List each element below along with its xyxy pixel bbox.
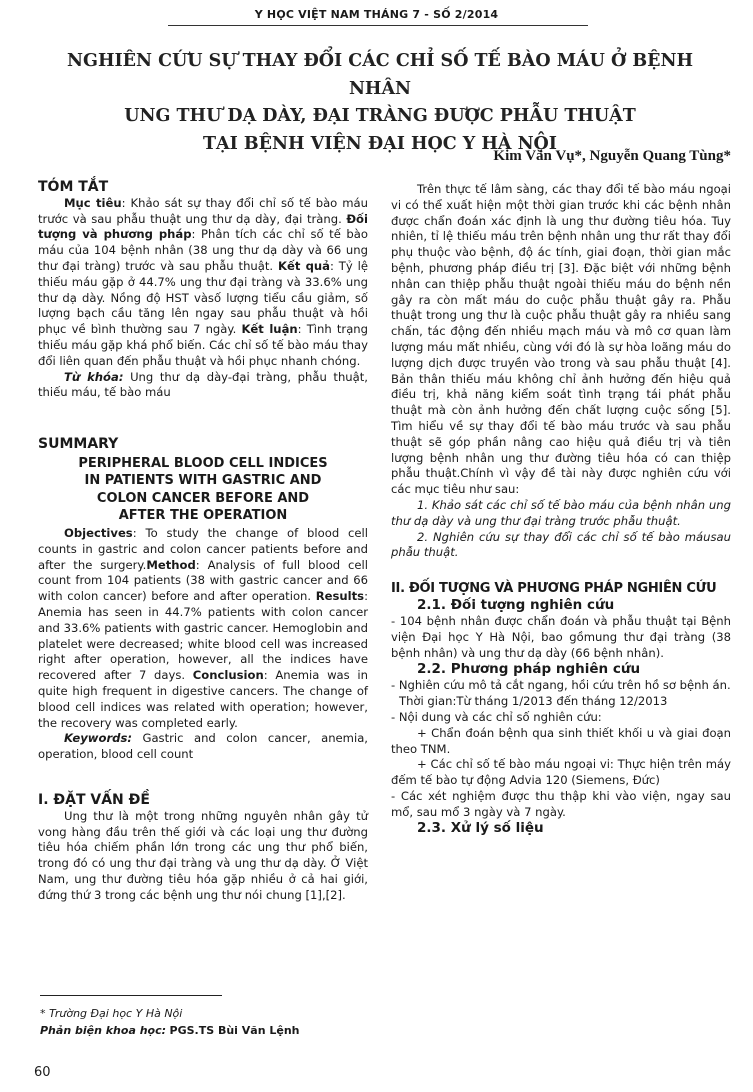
method-text: - 104 bệnh nhân được chẩn đoán và phẫu thuật tại Bệnh viện Đại học Y Hà Nội, bao gồmung thư đại tràng (38 bệnh nhân) và ung thư dạ dày (66 bệnh nhân).	[391, 613, 731, 660]
text: : Analysis of full blood cell count from 104 patients (38 with gastric cancer and 66 with colon cancer) before and after operation.	[38, 557, 368, 604]
text: : Tỷ lệ thiếu máu gặp ở 44.7% ung thư đại tràng và 33.6% ung thư dạ dày. Nồng độ HST vàsố lượng tiểu cầu giảm, số lượng bạch cầu tăng lên ngay sau phẫu thuật và hồi phục về bình thường sau 7 ngày.	[38, 258, 368, 337]
header-rule	[168, 25, 588, 26]
label: Mục tiêu	[64, 195, 122, 210]
authors: Kim Văn Vụ*, Nguyễn Quang Tùng*	[493, 148, 731, 164]
method-text: + Chẩn đoán bệnh qua sinh thiết khối u và giai đoạn theo TNM.	[391, 725, 731, 756]
label: Keywords:	[64, 731, 132, 746]
method-text: - Nội dung và các chỉ số nghiên cứu:	[391, 709, 602, 724]
english-title	[38, 455, 368, 525]
affiliation: * Trường Đại học Y Hà Nội	[40, 1007, 183, 1020]
summary-heading: SUMMARY	[38, 436, 119, 453]
label: Từ khóa:	[64, 369, 124, 384]
goal-2: 2. Nghiên cứu sự thay đổi các chỉ số tế bào máusau phẫu thuật.	[391, 529, 731, 560]
text: : To study the change of blood cell counts in gastric and colon cancer patients before and after the surgery.	[38, 525, 368, 572]
text: : Khảo sát sự thay đổi chỉ số tế bào máu trước và sau phẫu thuật ung thư dạ dày, đại tràng.	[38, 195, 368, 226]
intro-paragraph: Ung thư là một trong những nguyên nhân gây tử vong hàng đầu trên thế giới và các loại ung thư đường tiêu hóa chiếm phần lớn trong các ung thư phổ biến, trong đó có ung thư đại tràng và ung thư dạ dày. Ở Việt Nam, ung thư đường tiêu hóa gặp nhiều ở cả hai giới, đứng thứ 3 trong các bệnh ung thư nói chung [1],[2].	[38, 808, 368, 902]
method-text: Thời gian:Từ tháng 1/2013 đến tháng 12/2013	[399, 694, 668, 709]
article-title	[40, 48, 720, 158]
method-text: + Các chỉ số tế bào máu ngoại vi: Thực hiện trên máy đếm tế bào tự động Advia 120 (Siemens, Đức)	[391, 757, 731, 788]
abstract-vi-heading: TÓM TẮT	[38, 179, 109, 195]
journal-header: Y HỌC VIỆT NAM THÁNG 7 - SỐ 2/2014	[254, 8, 499, 21]
footnote-rule	[40, 995, 222, 996]
text: Ung thư dạ dày-đại tràng, phẫu thuật, thiếu máu, tế bào máu	[38, 369, 368, 400]
text: Gastric and colon cancer, anemia, operation, blood cell count	[38, 731, 368, 762]
reviewer: PGS.TS Bùi Văn Lệnh	[169, 1024, 300, 1037]
intro-paragraph: Trên thực tế lâm sàng, các thay đổi tế bào máu ngoại vi có thể xuất hiện một thời gian trước khi các bệnh nhân được chẩn đoán xác định là ung thư đường tiêu hóa. Tuy nhiên, tỉ lệ thiếu máu trên bệnh nhân ung thư rất thay đổi phụ thuộc vào bệnh, độ ác tính, giai đoạn, thời gian mắc bệnh, phương pháp điều trị [3]. Đặc biệt với những bệnh nhân can thiệp phẫu thuật ngoài thiếu máu do bệnh nền gây ra còn mất máu do cuộc phẫu thuật gây ra. Phẫu thuật trong ung thư là cuộc phẫu thuật gây ra nhiều sang chấn, tác động đến nhiều mạch máu và mô cơ quan làm lượng máu mất nhiều, cùng với đó là sự hòa loãng máu do lượng dịch được truyền vào trong và sau phẫu thuật [4]. Bản thân thiếu máu không chỉ ảnh hưởng đến hiệu quả điều trị, khả năng kiểm soát tình trạng tái phát phẫu thuật mà còn ảnh hưởng đến chất lượng cuộc sống [5]. Tìm hiểu về sự thay đổi tế bào máu trước và sau phẫu thuật sẽ góp phần nâng cao hiệu quả điều trị và tiên lượng bệnh nhân ung thư đường tiêu hóa có can thiệp phẫu thuật.Chính vì vậy đề tài này được nghiên cứu với các mục tiêu như sau:	[391, 182, 731, 497]
title-line: IN PATIENTS WITH GASTRIC AND	[84, 473, 322, 489]
subsection-2-1: 2.1. Đối tượng nghiên cứu	[417, 596, 615, 613]
text: : Phân tích các chỉ số tế bào máu của 104 bệnh nhân (38 ung thư dạ dày và 66 ung thư đại tràng) trước và sau phẫu thuật.	[38, 227, 368, 273]
abstract-vi-body	[38, 196, 368, 370]
label: Kết quả	[278, 258, 331, 273]
text: : Tình trạng thiếu máu gặp khá phổ biến. Các chỉ số tế bào máu thay đổi liên quan đến phẫu thuật và hồi phục nhanh chóng.	[38, 322, 369, 368]
footnote	[40, 1005, 300, 1039]
goal-1: 1. Khảo sát các chỉ số tế bào máu của bệnh nhân ung thư dạ dày và ung thư đại tràng trước phẫu thuật.	[391, 497, 731, 528]
text: : Anemia has seen in 44.7% patients with colon cancer and 33.6% patients with gastric cancer. Hemoglobin and platelet were decreased; white blood cell was increased right after operation, however, all the indices have recovered after 7 days.	[38, 589, 368, 683]
title-line: AFTER THE OPERATION	[118, 508, 288, 524]
title-line: NGHIÊN CỨU SỰ THAY ĐỔI CÁC CHỈ SỐ TẾ BÀO MÁU Ở BỆNH NHÂN	[67, 51, 693, 99]
intro-heading: I. ĐẶT VẤN ĐỀ	[38, 791, 150, 808]
label: Conclusion	[192, 668, 264, 683]
method-text: - Nghiên cứu mô tả cắt ngang, hồi cứu trên hồ sơ bệnh án.	[391, 678, 731, 693]
right-column	[391, 182, 731, 837]
title-line: PERIPHERAL BLOOD CELL INDICES	[78, 455, 328, 471]
methods-heading: II. ĐỐI TƯỢNG VÀ PHƯƠNG PHÁP NGHIÊN CỨU	[391, 581, 717, 597]
abstract-vi-keywords	[38, 370, 368, 402]
title-line: COLON CANCER BEFORE AND	[96, 490, 310, 506]
label: Kết luận	[241, 322, 298, 337]
subsection-2-2: 2.2. Phương pháp nghiên cứu	[417, 661, 641, 678]
left-column	[38, 180, 368, 903]
text: : Anemia was in quite high frequent in digestive cancers. The change of blood cell indices was related with operation; however, the recovery was completed early.	[38, 668, 368, 730]
label: Objectives	[64, 525, 133, 540]
abstract-en-keywords	[38, 731, 368, 763]
reviewer-label: Phản biện khoa học:	[40, 1024, 167, 1037]
label: Đối tượng và phương pháp	[38, 211, 368, 242]
method-text: - Các xét nghiệm được thu thập khi vào viện, ngay sau mổ, sau mổ 3 ngày và 7 ngày.	[391, 788, 731, 819]
page-number: 60	[34, 1065, 51, 1080]
subsection-2-3: 2.3. Xử lý số liệu	[417, 820, 544, 837]
abstract-en-body	[38, 526, 368, 731]
label: Results	[315, 589, 365, 604]
title-line: UNG THƯ DẠ DÀY, ĐẠI TRÀNG ĐƯỢC PHẪU THUẬT	[124, 106, 636, 126]
title-line: TẠI BỆNH VIỆN ĐẠI HỌC Y HÀ NỘI	[203, 133, 557, 154]
label: Method	[146, 557, 196, 572]
